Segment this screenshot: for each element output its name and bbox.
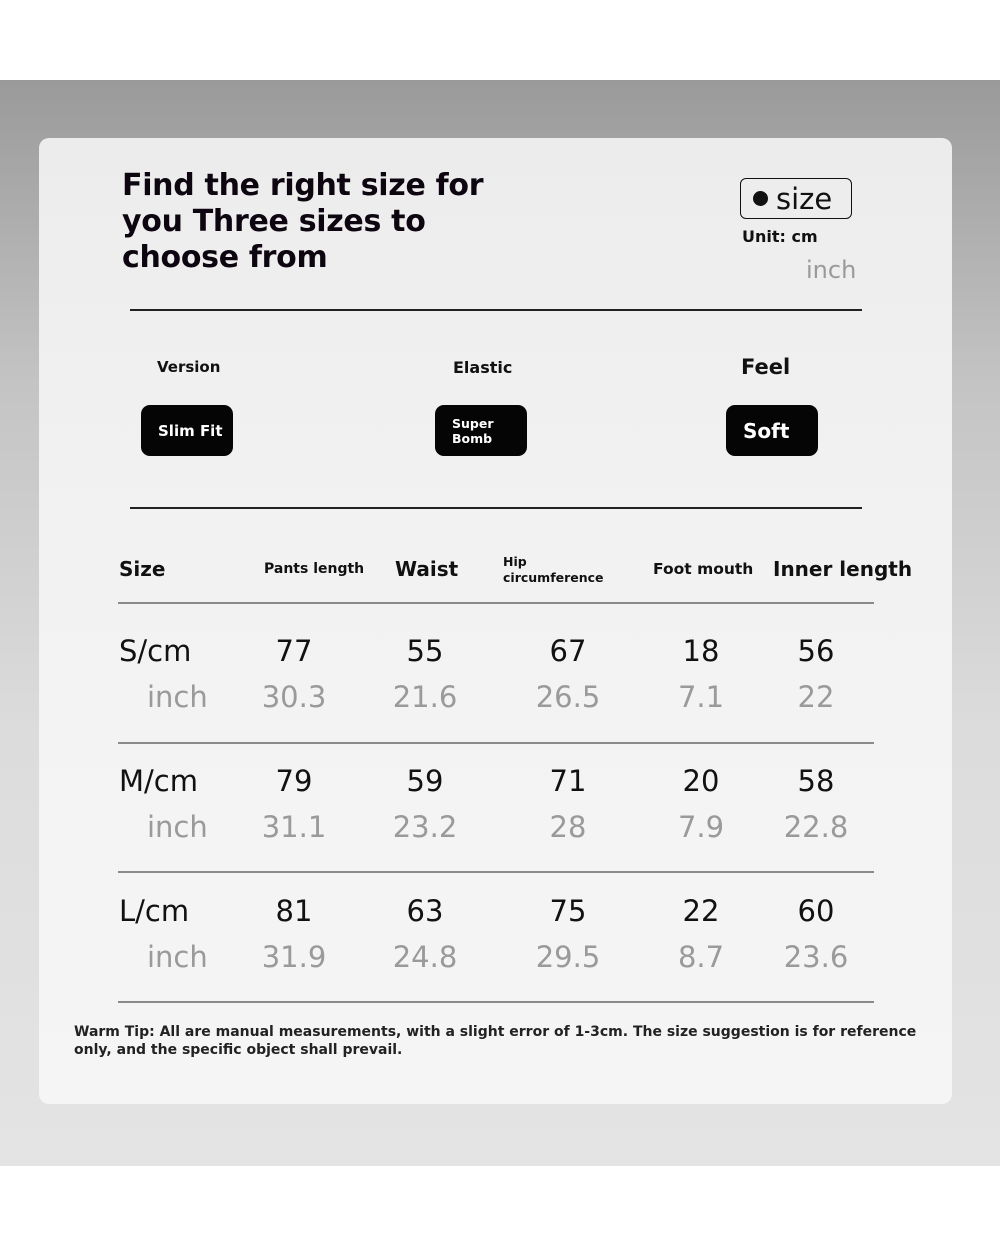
- cell-m-hip-cm: 71: [549, 764, 587, 798]
- attr-label-version: Version: [157, 358, 221, 376]
- cell-l-hip-cm: 75: [549, 894, 587, 928]
- col-head-pants-length: Pants length: [264, 561, 365, 577]
- cell-s-waist-inch: 21.6: [392, 680, 458, 714]
- warm-tip: Warm Tip: All are manual measurements, with a slight error of 1-3cm. The size suggestion is for reference only, and the specific object shall prevail.: [74, 1024, 917, 1058]
- cell-m-hip-inch: 28: [549, 810, 587, 844]
- cell-s-foot-mouth-inch: 7.1: [677, 680, 725, 714]
- row-size-s: S/cm: [119, 634, 192, 668]
- dot-icon: [753, 191, 768, 206]
- cell-l-pants-length-inch: 31.9: [261, 940, 327, 974]
- cell-l-foot-mouth-inch: 8.7: [677, 940, 725, 974]
- page-title: Find the right size for you Three sizes to choose from: [122, 168, 484, 275]
- cell-l-inner-length-cm: 60: [797, 894, 835, 928]
- row-inch-label-s: inch: [147, 680, 208, 714]
- cell-m-pants-length-inch: 31.1: [261, 810, 327, 844]
- attr-label-feel: Feel: [741, 355, 791, 379]
- cell-l-pants-length-cm: 81: [275, 894, 313, 928]
- col-head-hip-circumference: Hip circumference: [503, 554, 604, 585]
- cell-s-inner-length-cm: 56: [797, 634, 835, 668]
- unit-secondary: inch: [806, 256, 857, 284]
- row-size-m: M/cm: [119, 764, 198, 798]
- attr-badge-slim-fit: [141, 405, 233, 456]
- cell-l-waist-cm: 63: [406, 894, 444, 928]
- cell-m-pants-length-cm: 79: [275, 764, 313, 798]
- cell-l-waist-inch: 24.8: [392, 940, 458, 974]
- cell-s-pants-length-cm: 77: [275, 634, 313, 668]
- cell-m-inner-length-inch: 22.8: [783, 810, 849, 844]
- attr-value-version: Slim Fit: [158, 421, 223, 440]
- col-head-inner-length: Inner length: [773, 557, 913, 581]
- cell-l-inner-length-inch: 23.6: [783, 940, 849, 974]
- cell-m-waist-inch: 23.2: [392, 810, 458, 844]
- cell-s-hip-cm: 67: [549, 634, 587, 668]
- cell-m-inner-length-cm: 58: [797, 764, 835, 798]
- attr-value-elastic: Super Bomb: [452, 415, 494, 446]
- cell-m-waist-cm: 59: [406, 764, 444, 798]
- attr-badge-soft: [726, 405, 818, 456]
- unit-primary: Unit: cm: [742, 227, 818, 246]
- table-rule-header: [118, 602, 874, 604]
- cell-s-foot-mouth-cm: 18: [682, 634, 720, 668]
- cell-s-hip-inch: 26.5: [535, 680, 601, 714]
- cell-m-foot-mouth-cm: 20: [682, 764, 720, 798]
- col-head-size: Size: [119, 557, 166, 581]
- divider-top: [130, 309, 862, 311]
- col-head-waist: Waist: [395, 557, 459, 581]
- size-badge: [740, 178, 852, 219]
- cell-s-waist-cm: 55: [406, 634, 444, 668]
- cell-s-pants-length-inch: 30.3: [261, 680, 327, 714]
- table-rule-s: [118, 742, 874, 744]
- row-inch-label-l: inch: [147, 940, 208, 974]
- cell-l-hip-inch: 29.5: [535, 940, 601, 974]
- col-head-foot-mouth: Foot mouth: [653, 560, 754, 578]
- divider-middle: [130, 507, 862, 509]
- cell-s-inner-length-inch: 22: [797, 680, 835, 714]
- table-rule-m: [118, 871, 874, 873]
- attr-label-elastic: Elastic: [453, 358, 513, 377]
- attr-badge-super-bomb: [435, 405, 527, 456]
- table-rule-l: [118, 1001, 874, 1003]
- size-badge-label: size: [776, 181, 833, 216]
- row-inch-label-m: inch: [147, 810, 208, 844]
- cell-m-foot-mouth-inch: 7.9: [677, 810, 725, 844]
- cell-l-foot-mouth-cm: 22: [682, 894, 720, 928]
- attr-value-feel: Soft: [743, 418, 790, 443]
- row-size-l: L/cm: [119, 894, 190, 928]
